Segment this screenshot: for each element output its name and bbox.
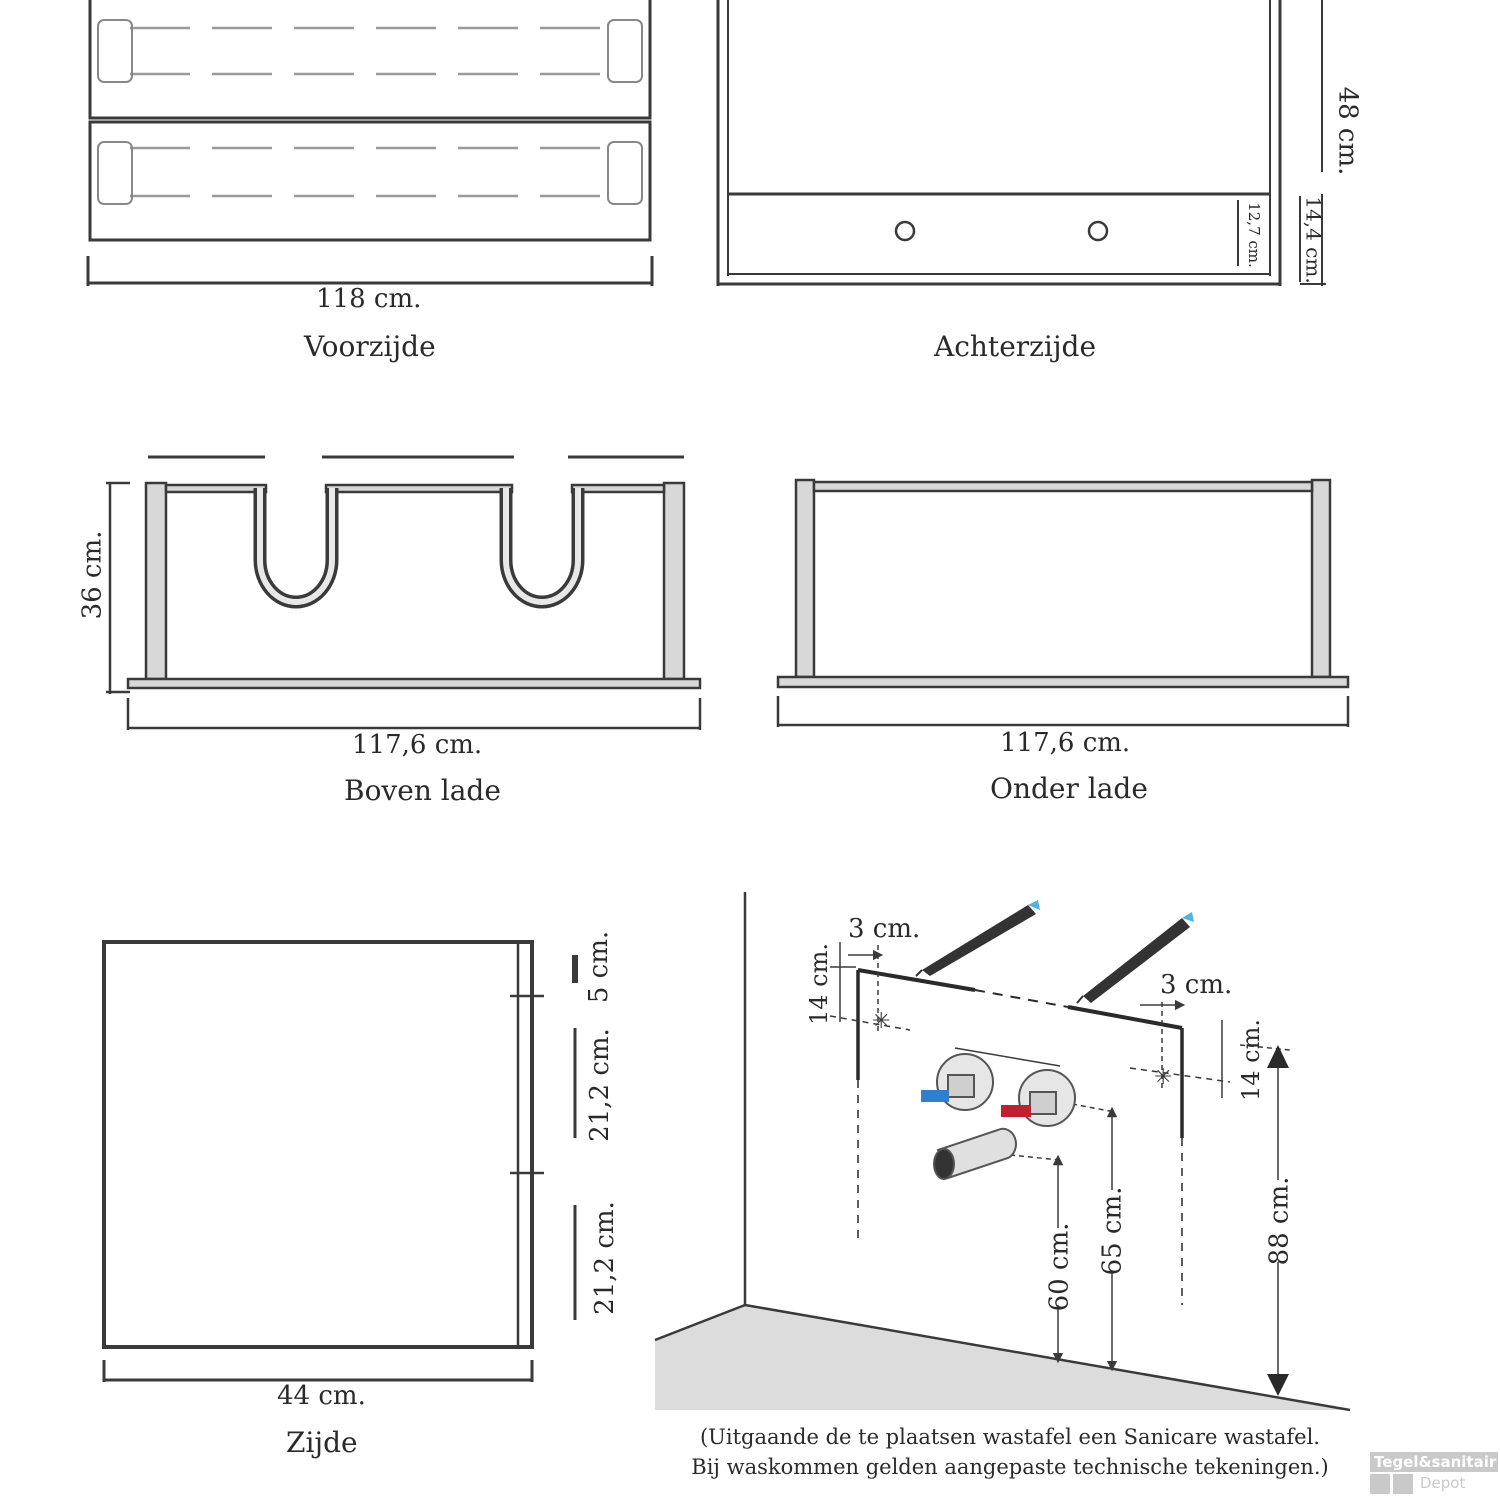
side-seg-bottom-label: 21,2 cm. [589, 1201, 620, 1315]
top-height-label: 88 cm. [1264, 1176, 1295, 1266]
logo-block-icon [1393, 1474, 1413, 1494]
side-caption: Zijde [286, 1426, 358, 1459]
svg-text:✳: ✳ [1154, 1065, 1173, 1090]
front-width-label: 118 cm. [316, 284, 422, 314]
offset-left-label: 3 cm. [848, 914, 921, 944]
upper-drawer-width-label: 117,6 cm. [352, 730, 483, 760]
tap-height-label: 65 cm. [1097, 1186, 1128, 1276]
drop-left-label: 14 cm. [805, 943, 833, 1025]
front-caption: Voorzijde [304, 330, 436, 363]
back-view [718, 0, 1326, 286]
front-view [88, 0, 652, 286]
back-panel-label-small: 12,7 cm. [1244, 202, 1263, 268]
tap-valves [921, 1054, 1075, 1179]
upper-drawer-caption: Boven lade [344, 774, 501, 807]
lower-drawer-width-label: 117,6 cm. [1000, 728, 1131, 758]
logo-top-text: Tegel&sanitair [1370, 1452, 1498, 1472]
svg-text:✳: ✳ [872, 1009, 891, 1034]
logo-drop-icon [1370, 1474, 1390, 1494]
back-caption: Achterzijde [934, 330, 1097, 363]
brand-logo [1370, 1452, 1498, 1498]
lower-drawer-caption: Onder lade [990, 772, 1148, 805]
side-view [104, 942, 575, 1382]
note-line-2: Bij waskommen gelden aangepaste technische tekeningen.) [691, 1455, 1329, 1479]
upper-drawer-height-label: 36 cm. [77, 530, 108, 620]
logo-bottom-text: Depot [1420, 1474, 1466, 1492]
installation-note [690, 1422, 1330, 1482]
lower-drawer-view [778, 480, 1348, 727]
side-seg-mid-label: 21,2 cm. [584, 1028, 615, 1142]
note-line-1: (Uitgaande de te plaatsen wastafel een Sanicare wastafel. [699, 1425, 1320, 1449]
installation-view [655, 892, 1350, 1410]
offset-right-label: 3 cm. [1160, 970, 1233, 1000]
drop-right-label: 14 cm. [1237, 1019, 1265, 1101]
drain-height-label: 60 cm. [1044, 1222, 1075, 1312]
back-height-label: 48 cm. [1332, 86, 1363, 176]
side-width-label: 44 cm. [277, 1381, 366, 1411]
back-panel-label-large: 14,4 cm. [1301, 196, 1326, 284]
side-seg-top-label: 5 cm. [584, 930, 615, 1004]
upper-drawer-view [106, 457, 700, 730]
